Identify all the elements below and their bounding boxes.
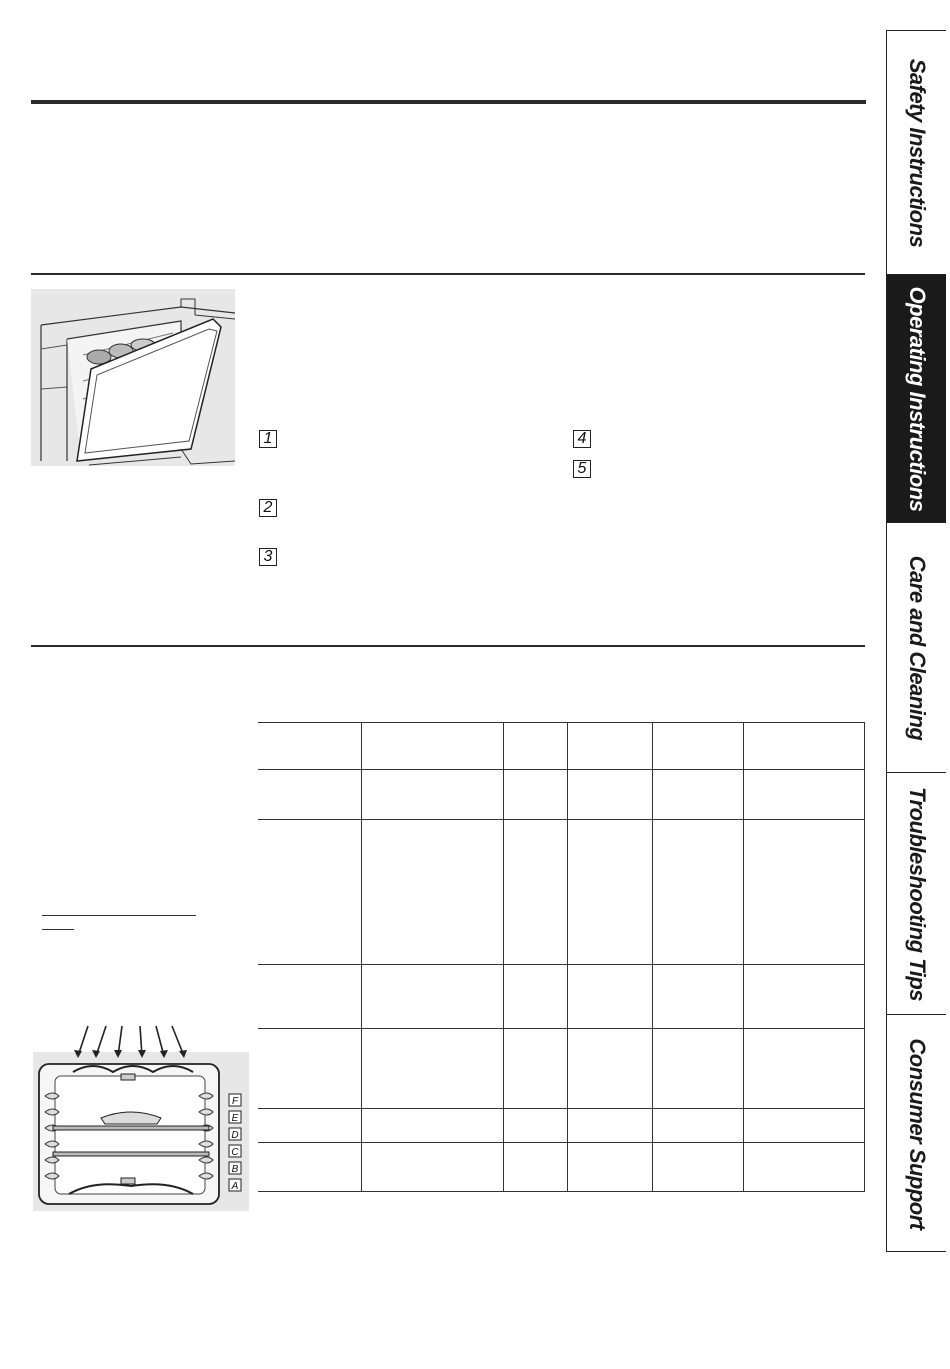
top-rule	[31, 100, 866, 104]
tab-label: Safety Instructions	[904, 58, 930, 247]
rack-position-label: E	[231, 1113, 239, 1124]
oven-rack-drawing	[33, 1052, 249, 1211]
step-1-marker: 1	[259, 430, 277, 448]
oven-door-illustration	[31, 289, 235, 466]
step-3-marker: 3	[259, 548, 277, 566]
rack-position-label: B	[231, 1164, 239, 1175]
table-column-divider	[503, 722, 504, 1192]
table-row-divider	[258, 819, 865, 820]
tab-operating-instructions[interactable]	[887, 275, 946, 523]
table-column-divider	[743, 722, 744, 1192]
oven-rack-positions-illustration	[33, 1052, 249, 1211]
table-top-border	[258, 722, 865, 723]
table-row-divider	[258, 769, 865, 770]
rack-position-label: D	[231, 1130, 239, 1141]
rack-position-label: C	[231, 1147, 239, 1158]
tab-label: Operating Instructions	[904, 286, 930, 511]
table-row-divider	[258, 1108, 865, 1109]
rack-position-table	[258, 722, 865, 1192]
step-2-marker: 2	[259, 499, 277, 517]
tab-consumer-support[interactable]	[887, 1015, 946, 1253]
table-row-divider	[258, 1028, 865, 1029]
side-navigation-tabs	[886, 30, 946, 1252]
table-row-divider	[258, 1142, 865, 1143]
tab-care-and-cleaning[interactable]	[887, 523, 946, 773]
tab-label: Consumer Support	[904, 1038, 930, 1230]
rack-position-label: F	[231, 1096, 239, 1107]
tab-label: Troubleshooting Tips	[904, 786, 930, 1001]
tab-troubleshooting-tips[interactable]	[887, 773, 946, 1015]
table-right-border	[864, 722, 865, 1192]
table-row-divider	[258, 964, 865, 965]
section-divider-2	[31, 645, 865, 647]
step-4-marker: 4	[573, 430, 591, 448]
rack-position-label: A	[231, 1181, 239, 1192]
table-column-divider	[652, 722, 653, 1192]
step-5-marker: 5	[573, 460, 591, 478]
sidebar-underline-2	[42, 929, 74, 930]
tab-safety-instructions[interactable]	[887, 31, 946, 275]
table-column-divider	[361, 722, 362, 1192]
oven-door-drawing	[31, 289, 235, 466]
broil-element-arrows	[60, 1024, 200, 1060]
sidebar-underline-1	[42, 915, 196, 916]
tab-label: Care and Cleaning	[904, 555, 930, 740]
section-divider-1	[31, 273, 865, 275]
table-bottom-border	[258, 1191, 865, 1192]
table-column-divider	[567, 722, 568, 1192]
